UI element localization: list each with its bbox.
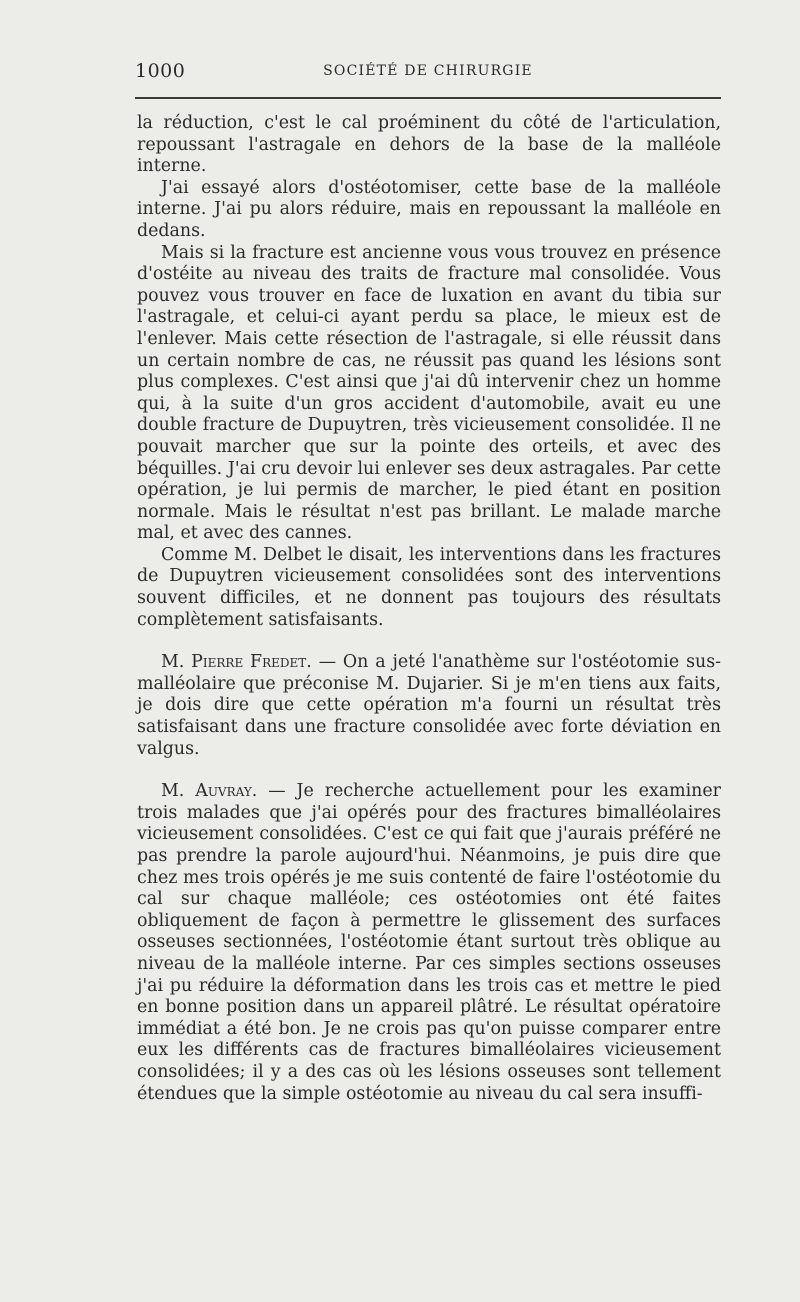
header-rule — [135, 97, 721, 99]
paragraph-continuation: la réduction, c'est le cal proéminent du côté de l'articulation, repoussant l'astragale en dehors de la base de la malléole interne. — [137, 113, 721, 177]
paragraph: J'ai essayé alors d'ostéotomiser, cette base de la malléole interne. J'ai pu alors réduire, mais en repoussant la malléole en dedans. — [137, 177, 721, 241]
intervention-fredet — [137, 652, 721, 760]
intervention-text: — Je recherche actuellement pour les examiner trois malades que j'ai opérés pour des fractures bimalléolaires vicieusement consolidées. C'est ce qui fait que j'aurais préféré ne pas prendre la parole aujourd'hui. Néanmoins, je puis dire que chez mes trois opérés je me suis contenté de faire l'ostéotomie du cal sur chaque malléole; ces ostéotomies ont été faites obliquement de façon à permettre le glissement des surfaces osseuses sectionnées, l'ostéotomie étant surtout très oblique au niveau de la malléole interne. Par ces simples sections osseuses j'ai pu réduire la déformation dans les trois cas et mettre le pied en bonne position dans un appareil plâtré. Le résultat opératoire immédiat a été bon. Je ne crois pas qu'on puisse comparer entre eux les différents cas de fractures bimalléolaires vicieusement consolidées; il y a des cas où les lésions osseuses sont tellement étendues que la simple ostéotomie au niveau du cal sera insuffi- — [137, 781, 721, 1104]
intervention-text: — On a jeté l'anathème sur l'ostéotomie sus-malléolaire que préconise M. Dujarier. Si je m'en tiens aux faits, je dois dire que cette opération m'a fourni un résultat très satisfaisant dans une fracture consolidée avec forte déviation en valgus. — [137, 652, 721, 759]
intervention-auvray — [137, 781, 721, 1105]
running-title: SOCIÉTÉ DE CHIRURGIE — [323, 63, 533, 79]
paragraph: Comme M. Delbet le disait, les interventions dans les fractures de Dupuytren vicieusement consolidées sont des interventions souvent difficiles, et ne donnent pas toujours des résultats complètement satisfaisants. — [137, 544, 721, 630]
speaker-name: M. Pierre Fredet. — [161, 652, 312, 673]
running-head — [135, 60, 721, 84]
speaker-name: M. Auvray. — [161, 781, 258, 802]
paragraph: Mais si la fracture est ancienne vous vous trouvez en présence d'ostéite au niveau des traits de fracture mal consolidée. Vous pouvez vous trouver en face de luxation en avant du tibia sur l'astragale, et celui-ci ayant perdu sa place, le mieux est de l'enlever. Mais cette résection de l'astragale, si elle réussit dans un certain nombre de cas, ne réussit pas quand les lésions sont plus complexes. C'est ainsi que j'ai dû intervenir chez un homme qui, à la suite d'un gros accident d'automobile, avait eu une double fracture de Dupuytren, très vicieusement consolidée. Il ne pouvait marcher que sur la pointe des orteils, et avec des béquilles. J'ai cru devoir lui enlever ses deux astragales. Par cette opération, je lui permis de marcher, le pied étant en position normale. Mais le résultat n'est pas brillant. Le malade marche mal, et avec des cannes. — [137, 242, 721, 544]
body-text — [137, 113, 721, 1105]
page-number: 1000 — [135, 60, 186, 82]
